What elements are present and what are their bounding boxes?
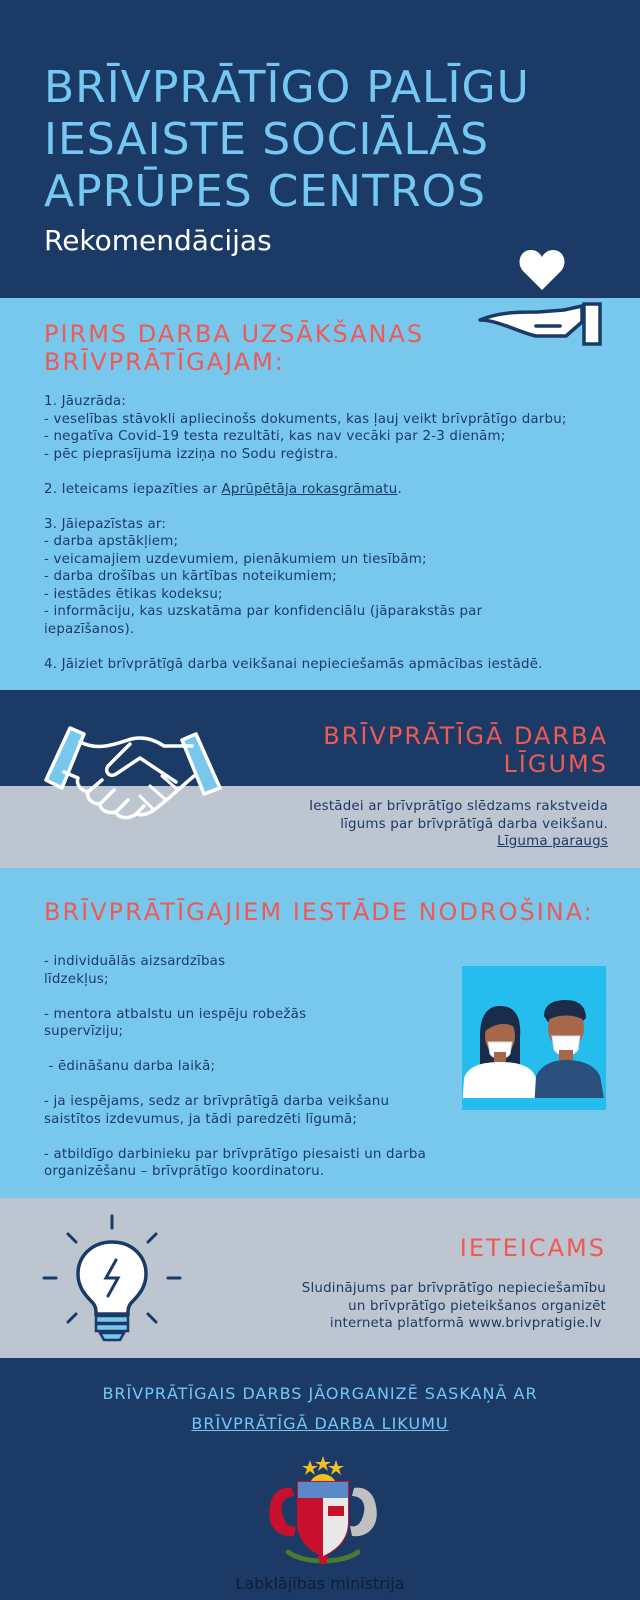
page-subtitle: Rekomendācijas <box>44 224 272 257</box>
list-item: - pēc pieprasījuma izziņa no Sodu reģistra. <box>44 446 339 462</box>
list-item: - informāciju, kas uzskatāma par konfidenciālu (jāparakstās par <box>44 604 483 619</box>
title-line: APRŪPES CENTROS <box>44 166 487 217</box>
list-item <box>44 481 624 499</box>
heading-line: LĪGUMS <box>503 750 608 778</box>
text-line: Sludinājums par brīvprātīgo nepieciešamību <box>301 1281 606 1296</box>
coat-of-arms-logo <box>258 1456 388 1566</box>
list-item: - darba drošības un kārtības noteikumiem; <box>44 569 337 584</box>
list-item: - veicamajiem uzdevumiem, pienākumiem un tiesībām; <box>44 551 427 567</box>
institution-provides-section <box>0 868 640 1198</box>
footer-section <box>0 1358 640 1600</box>
heading-line: PIRMS DARBA UZSĀKŠANAS <box>44 320 425 348</box>
lightbulb-icon <box>42 1214 182 1344</box>
list-item: - negatīva Covid-19 testa rezultāti, kas nav vecāki par 2-3 dienām; <box>44 429 506 444</box>
text-line: un brīvprātīgo pieteikšanos organizēt <box>348 1298 606 1314</box>
footer-statement: BRĪVPRĀTĪGAIS DARBS JĀORGANIZĒ SASKAŅĀ AR <box>102 1384 538 1403</box>
heading-line: BRĪVPRĀTĪGĀ DARBA <box>323 722 608 750</box>
list-item: - mentora atbalstu un iespēju robežās <box>44 1006 307 1022</box>
contract-sample-link[interactable]: Līguma paraugs <box>497 834 608 849</box>
item-text: . <box>397 481 402 497</box>
text-line: Iestādei ar brīvprātīgo slēdzams rakstveida <box>309 799 608 814</box>
before-start-list <box>44 393 624 673</box>
list-item: - individuālās aizsardzības <box>44 954 226 969</box>
list-item: - atbildīgo darbinieku par brīvprātīgo piesaisti un darba <box>44 1146 426 1162</box>
contract-heading <box>323 722 608 778</box>
list-item: 3. Jāiepazīstas ar: <box>44 516 167 532</box>
header-section <box>0 0 640 298</box>
ministry-name: Labklājības ministrija <box>235 1574 405 1593</box>
heart-icon <box>518 248 566 292</box>
contract-text <box>309 798 608 851</box>
list-item: saistītos izdevumus, ja tādi paredzēti līgumā; <box>44 1111 358 1127</box>
list-item: organizēšanu – brīvprātīgo koordinatoru. <box>44 1164 325 1179</box>
text-line: līgums par brīvprātīgā darba veikšanu. <box>340 816 608 832</box>
list-item: - ēdināšanu darba laikā; <box>44 1059 216 1074</box>
provides-heading: BRĪVPRĀTĪGAJIEM IESTĀDE NODROŠINA: <box>44 898 594 926</box>
heading-line: BRĪVPRĀTĪGAJAM: <box>44 348 285 376</box>
recommended-text <box>302 1280 606 1333</box>
volunteer-law-link[interactable]: BRĪVPRĀTĪGĀ DARBA LIKUMU <box>191 1414 449 1433</box>
title-line: IESAISTE SOCIĀLĀS <box>44 114 490 165</box>
item-text: 2. Ieteicams iepazīties ar <box>44 481 222 497</box>
list-item: - veselības stāvokli apliecinošs dokuments, kas ļauj veikt brīvprātīgo darbu; <box>44 411 567 427</box>
before-start-heading <box>44 320 424 376</box>
title-line: BRĪVPRĀTĪGO PALĪGU <box>44 62 530 113</box>
caregiver-handbook-link[interactable]: Aprūpētāja rokasgrāmatu <box>221 481 398 497</box>
before-start-section <box>0 298 640 690</box>
list-item: 1. Jāuzrāda: <box>44 394 127 409</box>
text-line: interneta platformā www.brivpratigie.lv <box>329 1316 606 1331</box>
list-item: - iestādes ētikas kodeksu; <box>44 586 223 602</box>
list-item: - ja iespējams, sedz ar brīvprātīgā darba veikšanu <box>44 1094 390 1109</box>
list-item: iepazīšanos). <box>44 621 135 637</box>
recommended-heading: IETEICAMS <box>459 1234 606 1262</box>
list-item: 4. Jāiziet brīvprātīgā darba veikšanai nepieciešamās apmācības iestādē. <box>44 656 543 672</box>
provides-list <box>44 953 454 1181</box>
page-title <box>44 62 604 218</box>
open-hand-icon <box>478 298 608 356</box>
list-item: - darba apstākļiem; <box>44 534 179 549</box>
recommended-section <box>0 1198 640 1358</box>
masked-people-illustration <box>462 966 606 1110</box>
handshake-icon <box>44 726 222 830</box>
list-item: līdzekļus; <box>44 971 109 987</box>
list-item: supervīziju; <box>44 1024 124 1039</box>
